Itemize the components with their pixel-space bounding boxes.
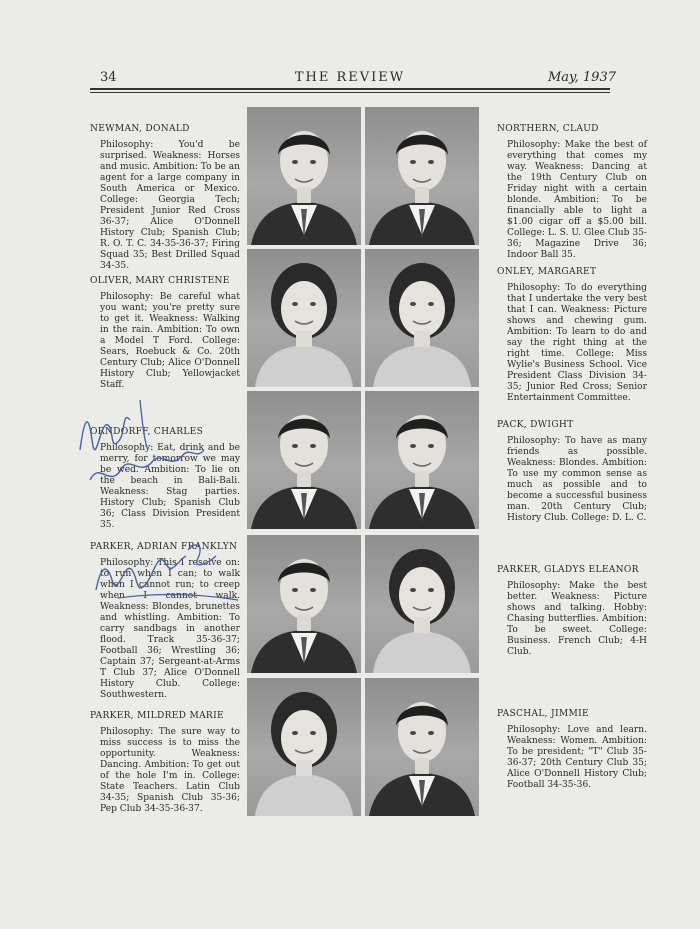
- portrait-silhouette: [247, 107, 361, 245]
- student-bio: Philosophy: You'd be surprised. Weakness: Horses and music. Ambition: To be an agent for a large company in South America or Mexico. College: Georgia Tech; President Junior Red Cross 36-37; Alice O'Donnell History Club; Spanish Club; R. O. T. C. 34-35-36-37; Firing Squad 35; Best Drilled Squad 34-35.: [100, 140, 240, 271]
- portrait-photo: [247, 107, 361, 245]
- student-bio: Philosophy: This I resolve on: to run when I can; to walk when I cannot run; to creep when I cannot walk. Weakness: Blondes, brunettes and whistling. Ambition: To carry sandbags in another flood. Track 35-36-37; Football 36; Wrestling 36; Captain 37; Sergeant-at-Arms T Club 37; Alice O'Donnell History Club. College: Southwestern.: [100, 558, 240, 700]
- issue-date: May, 1937: [547, 70, 616, 85]
- student-entry: [90, 124, 240, 272]
- student-bio: Philosophy: Make the best of everything that comes my way. Weakness: Dancing at the 19th Century Club on Friday night with a certain blonde. Ambition: To be financially able to light a $1.00 cigar off a $5.00 bill. College: L. S. U. Glee Club 35-36; Magazine Drive 36; Indoor Ball 35.: [507, 140, 647, 260]
- student-entry: [90, 542, 240, 701]
- student-bio: Philosophy: To have as many friends as possible. Weakness: Blondes. Ambition: To use my common sense as much as possible and to become a successful business man. 20th Century Club; History Club. College: D. L. C.: [507, 436, 647, 523]
- publication-title: THE REVIEW: [294, 70, 406, 85]
- portrait-silhouette: [247, 249, 361, 387]
- portrait-photo: [365, 535, 479, 673]
- portrait-photo: [365, 678, 479, 816]
- student-name: OLIVER, MARY CHRISTENE: [90, 276, 230, 286]
- student-name: PACK, DWIGHT: [497, 420, 574, 430]
- student-name: NEWMAN, DONALD: [90, 124, 190, 134]
- student-entry: [90, 711, 240, 815]
- portrait-photo: [247, 535, 361, 673]
- student-name: NORTHERN, CLAUD: [497, 124, 599, 134]
- student-entry: [90, 276, 240, 391]
- page-number: 34: [100, 70, 117, 85]
- student-entry: [90, 427, 240, 531]
- portrait-photo: [365, 107, 479, 245]
- student-name: ONLEY, MARGARET: [497, 267, 597, 277]
- portrait-silhouette: [365, 391, 479, 529]
- portrait-photo: [247, 249, 361, 387]
- portrait-silhouette: [365, 678, 479, 816]
- portrait-silhouette: [365, 535, 479, 673]
- student-bio: Philosophy: Love and learn. Weakness: Women. Ambition: To be president; "T" Club 35-36-37; 20th Century Club 35; Alice O'Donnell History Club; Football 34-35-36.: [507, 725, 647, 790]
- portrait-silhouette: [247, 535, 361, 673]
- student-name: PARKER, GLADYS ELEANOR: [497, 565, 639, 575]
- student-bio: Philosophy: Eat, drink and be merry, for tomorrow we may be wed. Ambition: To lie on the beach in Bali-Bali. Weakness: Stag parties. History Club; Spanish Club 36; Class Division President 35.: [100, 443, 240, 530]
- student-name: PASCHAL, JIMMIE: [497, 709, 589, 719]
- portrait-photo: [247, 391, 361, 529]
- portrait-silhouette: [247, 678, 361, 816]
- portrait-photo: [365, 249, 479, 387]
- header-rule-thick: [90, 88, 610, 90]
- student-bio: Philosophy: The sure way to miss success is to miss the opportunity. Weakness: Dancing. Ambition: To get out of the hole I'm in. College: State Teachers. Latin Club 34-35; Spanish Club 35-36; Pep Club 34-35-36-37.: [100, 727, 240, 814]
- portrait-photo: [247, 678, 361, 816]
- student-bio: Philosophy: Be careful what you want; you're pretty sure to get it. Weakness: Walking in the rain. Ambition: To own a Model T Ford. College: Sears, Roebuck & Co. 20th Century Club; Alice O'Donnell History Club; Yellowjacket Staff.: [100, 292, 240, 390]
- student-bio: Philosophy: To do everything that I undertake the very best that I can. Weakness: Picture shows and chewing gum. Ambition: To learn to do and say the right thing at the right time. College: Miss Wylie's Business School. Vice President Class Division 34-35; Junior Red Cross; Senior Entertainment Committee.: [507, 283, 647, 403]
- student-name: ORNDORFF, CHARLES: [90, 427, 204, 437]
- student-entry: [497, 565, 647, 658]
- portrait-silhouette: [247, 391, 361, 529]
- student-name: PARKER, ADRIAN FRANKLYN: [90, 542, 238, 552]
- portrait-silhouette: [365, 249, 479, 387]
- student-bio: Philosophy: Make the best better. Weakness: Picture shows and talking. Hobby: Chasing butterflies. Ambition: To be sweet. College: Business. French Club; 4-H Club.: [507, 581, 647, 657]
- header-rule-thin: [90, 92, 610, 93]
- student-entry: [497, 709, 647, 791]
- student-entry: [497, 267, 647, 404]
- student-name: PARKER, MILDRED MARIE: [90, 711, 224, 721]
- portrait-silhouette: [365, 107, 479, 245]
- portrait-photo: [365, 391, 479, 529]
- student-entry: [497, 420, 647, 524]
- student-entry: [497, 124, 647, 261]
